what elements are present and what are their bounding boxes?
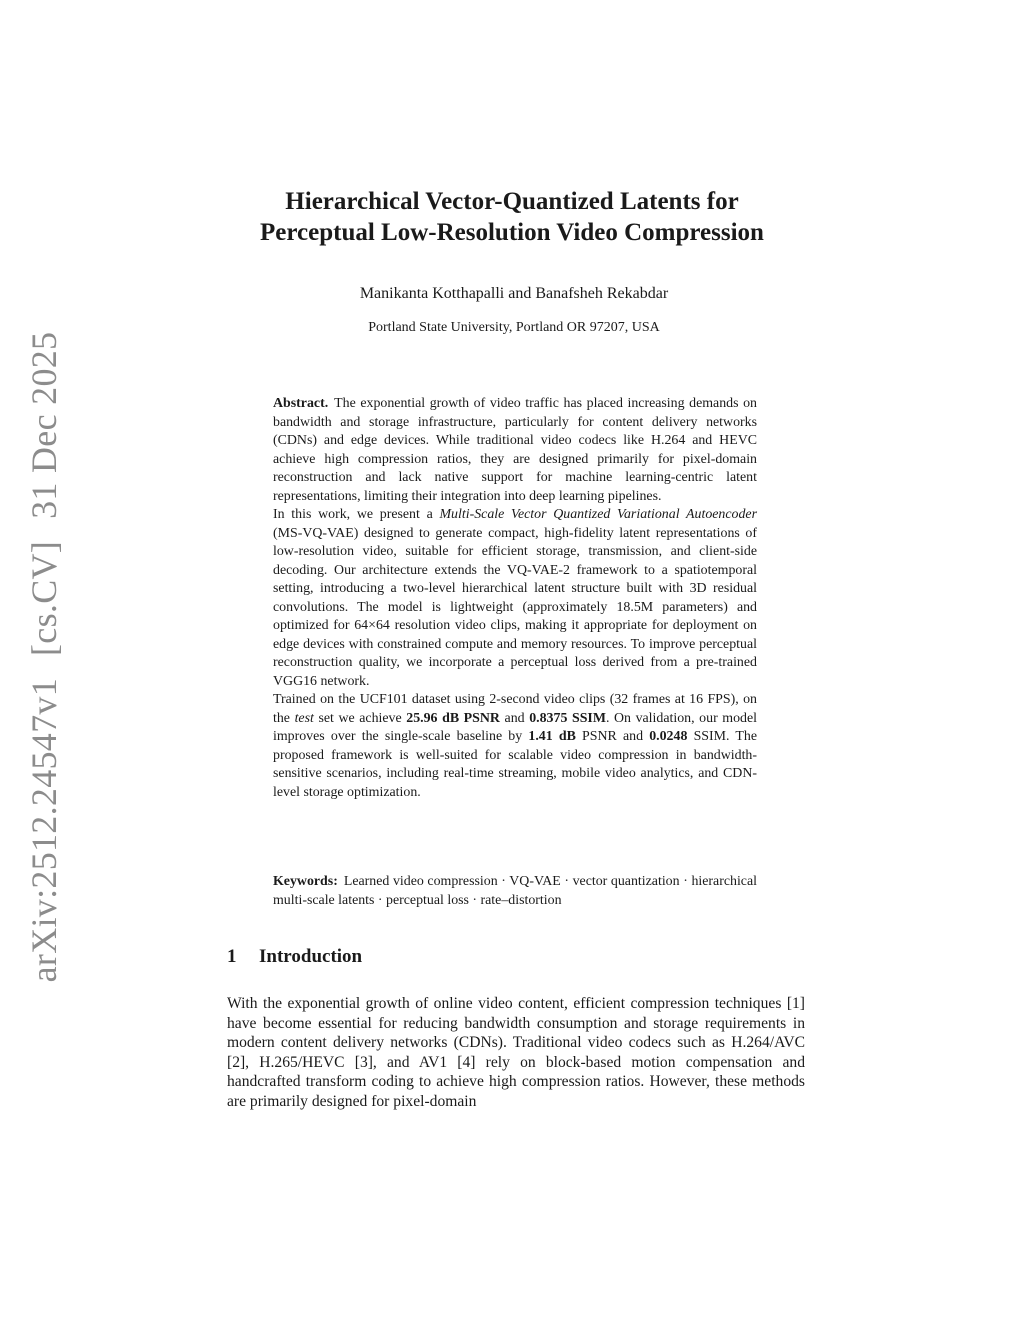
abstract-label: Abstract.	[273, 396, 329, 411]
arxiv-date: 31 Dec 2025	[24, 331, 64, 519]
abstract	[273, 395, 757, 802]
model-name-emphasis: Multi-Scale Vector Quantized Variational Autoencoder	[439, 507, 757, 522]
keywords-label: Keywords:	[273, 874, 338, 889]
abstract-text-3b: set we achieve	[313, 710, 407, 726]
section-title: Introduction	[259, 946, 363, 967]
test-emphasis: test	[294, 710, 314, 726]
psnr-gain: 1.41 dB	[528, 729, 576, 744]
title-line-1: Hierarchical Vector-Quantized Latents for	[285, 188, 739, 215]
abstract-text-3c: . On validation, our model improves over the single-scale baseline by	[273, 710, 758, 744]
abstract-paragraph-3	[273, 691, 757, 802]
psnr-result: 25.96 dB PSNR	[406, 710, 500, 726]
section-heading-introduction	[227, 946, 362, 968]
arxiv-side-stamp	[23, 332, 65, 983]
title-line-2: Perceptual Low-Resolution Video Compression	[260, 219, 764, 246]
abstract-text-1: The exponential growth of video traffic has placed increasing demands on bandwidth and storage infrastructure, particularly for content delivery networks (CDNs) and edge devices. While traditional video codecs like H.264 and HEVC achieve high compression ratios, they are designed primarily for pixel-domain reconstruction and lack native support for machine learning-centric latent representations, limiting their integration into deep learning pipelines.	[273, 396, 757, 504]
abstract-paragraph-2	[273, 506, 757, 691]
keywords	[273, 873, 757, 910]
authors: Manikanta Kotthapalli and Banafsheh Rekabdar	[359, 285, 669, 302]
ssim-gain: 0.0248	[649, 729, 688, 744]
paper-title	[212, 186, 812, 248]
section-number: 1	[227, 946, 237, 967]
arxiv-category: [cs.CV]	[24, 540, 64, 656]
arxiv-id: arXiv:2512.24547v1	[24, 677, 64, 983]
ssim-result: 0.8375 SSIM	[529, 710, 606, 726]
affiliation: Portland State University, Portland OR 97207, USA	[368, 320, 660, 335]
abstract-text-3and: and	[499, 710, 530, 726]
abstract-text-3e: SSIM. The proposed framework is well-suited for scalable video compression in bandwidth-sensitive scenarios, including real-time streaming, mobile video analytics, and CDN-level storage optimization.	[273, 729, 757, 800]
abstract-text-3d: PSNR and	[575, 729, 650, 744]
abstract-paragraph-1	[273, 395, 757, 506]
introduction-paragraph: With the exponential growth of online video content, efficient compression techniques [1] have become essential for reducing bandwidth consumption and storage requirements in modern content delivery networks (CDNs). Traditional video codecs such as H.264/AVC [2], H.265/HEVC [3], and AV1 [4] rely on block-based motion compensation and handcrafted transform coding to achieve high compression ratios. However, these methods are primarily designed for pixel-domain	[227, 995, 805, 1110]
keywords-text: Learned video compression · VQ-VAE · vector quantization · hierarchical multi-scale latents · perceptual loss · rate–distortion	[273, 874, 757, 908]
abstract-text-3a: Trained on the UCF101 dataset using 2-second video clips (32 frames at 16 FPS), on the	[273, 692, 757, 726]
abstract-text-2b: (MS-VQ-VAE) designed to generate compact, high-fidelity latent representations of low-resolution video, suitable for efficient storage, transmission, and client-side decoding. Our architecture extends the VQ-VAE-2 framework to a spatiotemporal setting, introducing a two-level hierarchical latent structure built with 3D residual convolutions. The model is lightweight (approximately 18.5M parameters) and optimized for 64×64 resolution video clips, making it appropriate for deployment on edge devices with constrained compute and memory resources. To improve perceptual reconstruction quality, we incorporate a perceptual loss derived from a pre-trained VGG16 network.	[273, 525, 757, 689]
abstract-text-2a: In this work, we present a	[273, 507, 440, 522]
